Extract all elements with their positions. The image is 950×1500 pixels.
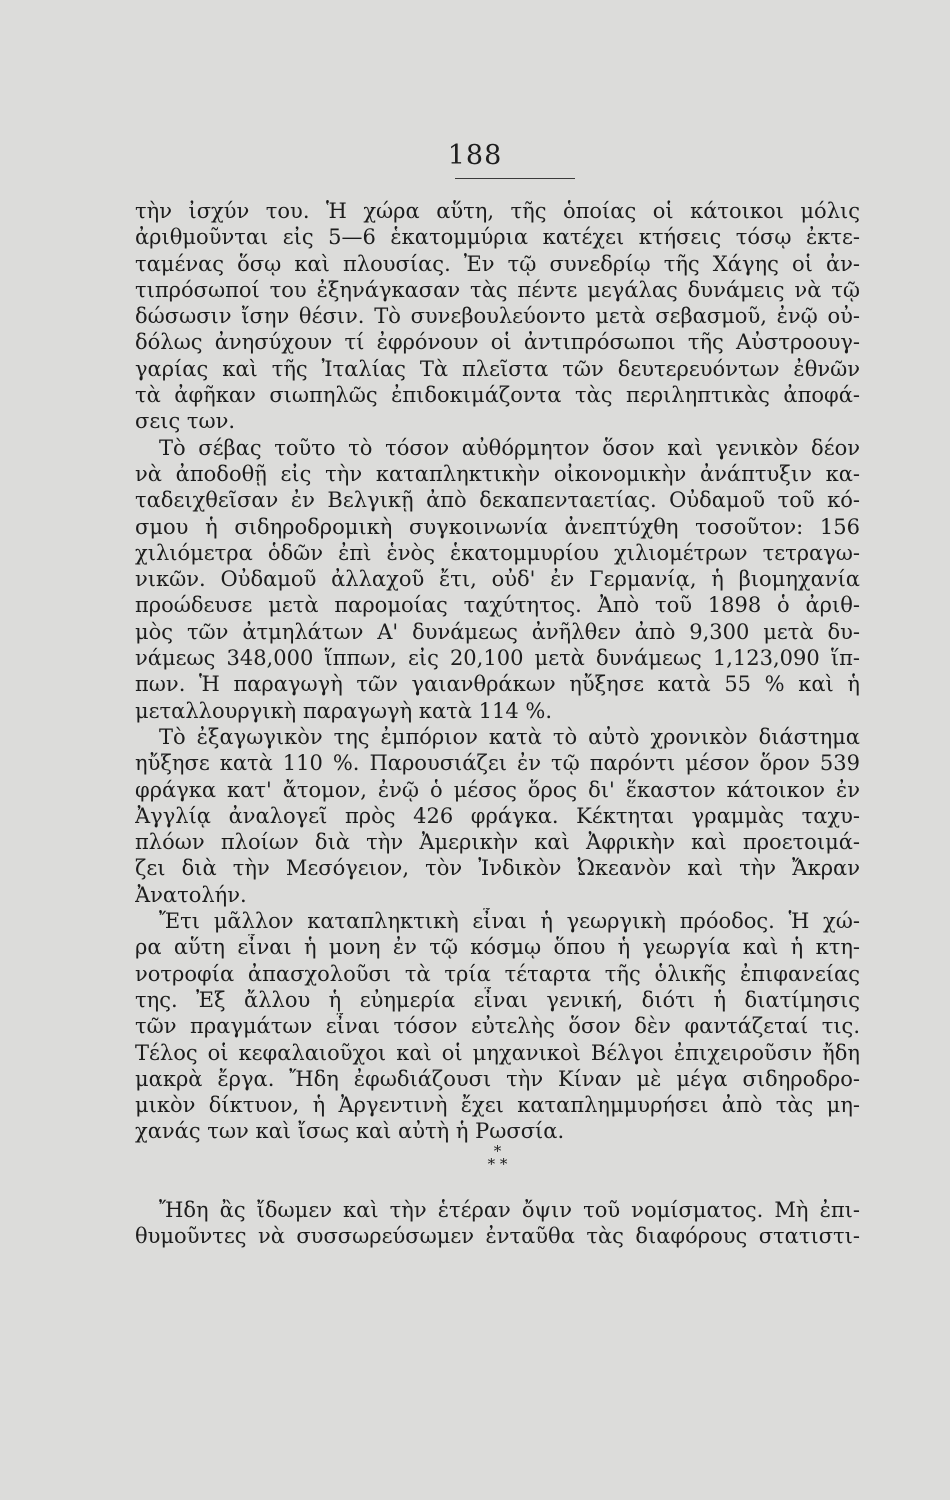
text-line: ηὔξησε κατὰ 110 %. Παρουσιάζει ἐν τῷ παρόντι μέσον ὅρον 539 [135, 751, 860, 776]
text-line: Τέλος οἱ κεφαλαιοῦχοι καὶ οἱ μηχανικοὶ Βέλγοι ἐπιχειροῦσιν ἤδη [135, 1040, 860, 1065]
text-line: μακρὰ ἔργα. Ἤδη ἐφωδιάζουσι τὴν Κίναν μὲ μέγα σιδηροδρο- [135, 1066, 860, 1091]
paragraph [135, 724, 860, 908]
text-line: νοτροφία ἀπασχολοῦσι τὰ τρία τέταρτα τῆς ὁλικῆς ἐπιφανείας [135, 961, 860, 986]
text-line: φράγκα κατ' ἄτομον, ἐνῷ ὁ μέσος ὅρος δι' ἕκαστον κάτοικον ἐν [135, 777, 860, 802]
text-line: μὸς τῶν ἀτμηλάτων Α' δυνάμεως ἀνῆλθεν ἀπὸ 9,300 μετὰ δυ- [135, 619, 860, 644]
section-break-spacer [135, 1171, 860, 1197]
page-number: 188 [447, 140, 503, 171]
paragraph [135, 198, 860, 435]
text-line: σμου ἡ σιδηροδρομικὴ συγκοινωνία ἀνεπτύχθη τοσοῦτον: 156 [135, 514, 860, 539]
paragraph [135, 908, 860, 1145]
body-text [135, 198, 860, 1250]
text-line: νὰ ἀποδοθῇ εἰς τὴν καταπληκτικὴν οἰκονομικὴν ἀνάπτυξιν κα- [135, 461, 860, 486]
text-line: Ἀνατολήν. [135, 882, 247, 907]
paragraph [135, 1197, 860, 1250]
text-line: τῶν πραγμάτων εἶναι τόσον εὐτελὴς ὅσον δὲν φαντάζεταί τις. [135, 1014, 860, 1039]
text-line: Τὸ ἐξαγωγικὸν της ἐμπόριον κατὰ τὸ αὐτὸ χρονικὸν διάστημα [159, 724, 860, 749]
text-line: ἀριθμοῦνται εἰς 5—6 ἑκατομμύρια κατέχει κτήσεις τόσῳ ἐκτε- [135, 225, 860, 250]
text-line: θυμοῦντες νὰ συσσωρεύσωμεν ἐνταῦθα τὰς διαφόρους στατιστι- [135, 1224, 860, 1249]
text-line: χιλιόμετρα ὁδῶν ἐπὶ ἑνὸς ἑκατομμυρίου χιλιομέτρων τετραγω- [135, 540, 860, 565]
text-line: γαρίας καὶ τῆς Ἰταλίας Τὰ πλεῖστα τῶν δευτερευόντων ἐθνῶν [135, 356, 860, 381]
text-line: προώδευσε μετὰ παρομοίας ταχύτητος. Ἀπὸ τοῦ 1898 ὁ ἀριθ- [135, 593, 860, 618]
text-line: Ἔτι μᾶλλον καταπληκτικὴ εἶναι ἡ γεωργικὴ πρόοδος. Ἡ χώ- [159, 909, 860, 934]
text-line: νικῶν. Οὐδαμοῦ ἀλλαχοῦ ἔτι, οὐδ' ἐν Γερμανίᾳ, ἡ βιομηχανία [135, 567, 860, 592]
section-break [135, 1141, 860, 1173]
text-line: σεις των. [135, 409, 236, 434]
paragraph [135, 435, 860, 724]
text-line: της. Ἐξ ἄλλου ἡ εὐημερία εἶναι γενική, διότι ἡ διατίμησις [135, 987, 860, 1012]
text-line: ζει διὰ τὴν Μεσόγειον, τὸν Ἰνδικὸν Ὠκεανὸν καὶ τὴν Ἄκραν [135, 856, 860, 881]
text-line: πων. Ἡ παραγωγὴ τῶν γαιανθράκων ηὔξησε κατὰ 55 % καὶ ἡ [135, 672, 860, 697]
text-line: ταμένας ὅσῳ καὶ πλουσίας. Ἐν τῷ συνεδρίῳ τῆς Χάγης οἱ ἀν- [135, 251, 860, 276]
text-line: Τὸ σέβας τοῦτο τὸ τόσον αὐθόρμητον ὅσον καὶ γενικὸν δέον [159, 435, 860, 460]
text-line: Ἤδη ἂς ἴδωμεν καὶ τὴν ἑτέραν ὄψιν τοῦ νομίσματος. Μὴ ἐπι- [159, 1197, 860, 1222]
header-rule [455, 178, 575, 179]
text-line: δόλως ἀνησύχουν τί ἐφρόνουν οἱ ἀντιπρόσωποι τῆς Αὐστροουγ- [135, 330, 860, 355]
text-line: ταδειχθεῖσαν ἐν Βελγικῇ ἀπὸ δεκαπενταετίας. Οὐδαμοῦ τοῦ κό- [135, 488, 860, 513]
text-line: χανάς των καὶ ἴσως καὶ αὐτὴ ἡ Ρωσσία. [135, 1119, 565, 1144]
text-line: δώσωσιν ἴσην θέσιν. Τὸ συνεβουλεύοντο μετὰ σεβασμοῦ, ἐνῷ οὐ- [135, 304, 860, 329]
text-line: τὴν ἰσχύν του. Ἡ χώρα αὕτη, τῆς ὁποίας οἱ κάτοικοι μόλις [135, 199, 860, 223]
text-line: τιπρόσωποί του ἐξηνάγκασαν τὰς πέντε μεγάλας δυνάμεις νὰ τῷ [135, 277, 860, 302]
text-line: νάμεως 348,000 ἵππων, εἰς 20,100 μετὰ δυνάμεως 1,123,090 ἵπ- [135, 646, 860, 671]
asterism-line: * * [487, 1154, 508, 1173]
text-line: τὰ ἀφῆκαν σιωπηλῶς ἐπιδοκιμάζοντα τὰς περιληπτικὰς ἀποφά- [135, 383, 860, 408]
text-line: μικὸν δίκτυον, ἡ Ἀργεντινὴ ἔχει καταπλημμυρήσει ἀπὸ τὰς μη- [135, 1093, 860, 1118]
text-line: Ἀγγλίᾳ ἀναλογεῖ πρὸς 426 φράγκα. Κέκτηται γραμμὰς ταχυ- [135, 803, 860, 828]
text-line: ρα αὕτη εἶναι ἡ μονη ἐν τῷ κόσμῳ ὅπου ἡ γεωργία καὶ ἡ κτη- [135, 935, 860, 960]
text-line: πλόων πλοίων διὰ τὴν Ἀμερικὴν καὶ Ἀφρικὴν καὶ προετοιμά- [135, 830, 860, 855]
asterism-line: * [493, 1141, 502, 1160]
text-line: μεταλλουργικὴ παραγωγὴ κατὰ 114 %. [135, 698, 553, 723]
